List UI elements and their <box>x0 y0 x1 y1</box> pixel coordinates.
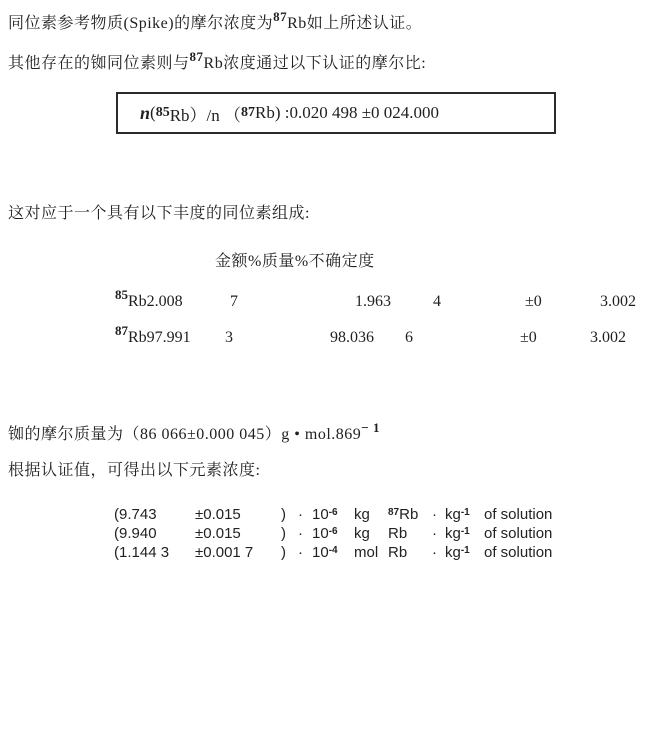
mass-percent: 1.963 <box>355 293 391 310</box>
concentration-row-87rb <box>114 506 553 525</box>
close-paren: ) <box>281 544 286 561</box>
per-unit-exponent: -1 <box>460 526 470 537</box>
of-solution-text: of solution <box>484 544 553 561</box>
uncertainty-pm: ±0 <box>525 293 542 310</box>
intro-line-1-text: 同位素参考物质(Spike)的摩尔浓度为 <box>8 15 274 32</box>
isotope-label <box>115 287 183 311</box>
superscript-87: 87 <box>115 323 128 338</box>
concentration-row-rb-molar <box>114 544 553 563</box>
species-symbol: Rb <box>388 525 408 542</box>
isotope-amount: Rb97.991 <box>128 329 191 346</box>
composition-intro: 这对应于一个具有以下丰度的同位素组成: <box>8 205 310 222</box>
mass-digit: 4 <box>433 293 441 310</box>
concentration-value: (9.940 <box>114 525 157 542</box>
superscript-minus-1: − 1 <box>361 420 380 435</box>
unit: kg <box>354 506 370 523</box>
concentration-uncertainty: ±0.015 <box>195 506 241 523</box>
formula-open-paren: ( <box>150 103 156 122</box>
multiply-dot: · <box>298 525 303 542</box>
uncertainty-value: 3.002 <box>590 329 626 346</box>
per-unit-exponent: -1 <box>460 507 470 518</box>
superscript-87: 87 <box>388 507 400 518</box>
of-solution-text: of solution <box>484 506 553 523</box>
molar-mass-line <box>8 421 380 444</box>
unit: kg <box>354 525 370 542</box>
concentration-value: (1.144 3 <box>114 544 170 561</box>
species <box>388 525 407 542</box>
superscript-85: 85 <box>115 287 128 302</box>
multiply-dot: · <box>298 544 303 561</box>
per-kg-unit <box>445 525 470 542</box>
intro-line-1 <box>8 10 422 33</box>
superscript-87: 87 <box>273 9 288 24</box>
mass-digit: 6 <box>405 329 413 346</box>
per-unit-base: kg <box>445 544 461 561</box>
power-of-ten <box>312 506 338 523</box>
intro-line-2-text: 其他存在的铷同位素则与 <box>8 55 190 72</box>
derived-intro-line: 根据认证值，可得出以下元素浓度: <box>8 462 261 479</box>
composition-row-87rb <box>114 323 650 353</box>
molar-mass-text: 铷的摩尔质量为（86 066±0.000 045）g • mol.869 <box>8 426 362 443</box>
intro-line-1-tail: Rb如上所述认证。 <box>287 15 423 32</box>
power-exponent: -4 <box>328 545 338 556</box>
unit: mol <box>354 544 379 561</box>
per-unit-exponent: -1 <box>460 545 470 556</box>
isotope-label <box>115 323 191 347</box>
power-base: 10 <box>312 506 329 523</box>
molar-ratio-formula-box: n ( 85 Rb）/n （ 87 Rb) :0.020 498 ±0 024.000 <box>116 92 556 134</box>
composition-row-85rb <box>114 287 650 317</box>
multiply-dot: · <box>298 506 303 523</box>
formula-middle: Rb）/n （ <box>169 105 241 125</box>
uncertainty-pm: ±0 <box>520 329 537 346</box>
amount-digit: 7 <box>230 293 238 310</box>
per-kg-unit <box>445 544 470 561</box>
power-exponent: -6 <box>328 507 338 518</box>
per-kg-unit <box>445 506 470 523</box>
multiply-dot: · <box>432 544 437 561</box>
intro-line-2 <box>8 50 426 73</box>
mass-percent: 98.036 <box>330 329 374 346</box>
of-solution-text: of solution <box>484 525 553 542</box>
intro-line-2-tail: Rb浓度通过以下认证的摩尔比: <box>203 55 427 72</box>
power-exponent: -6 <box>328 526 338 537</box>
isotope-amount: Rb2.008 <box>128 293 183 310</box>
multiply-dot: · <box>432 525 437 542</box>
per-unit-base: kg <box>445 525 461 542</box>
species-symbol: Rb <box>388 544 408 561</box>
multiply-dot: · <box>432 506 437 523</box>
power-base: 10 <box>312 544 329 561</box>
close-paren: ) <box>281 525 286 542</box>
species <box>388 506 418 523</box>
species <box>388 544 407 561</box>
formula-n-variable: n <box>140 102 151 123</box>
superscript-87: 87 <box>189 49 204 64</box>
per-unit-base: kg <box>445 506 461 523</box>
power-base: 10 <box>312 525 329 542</box>
power-of-ten <box>312 525 338 542</box>
formula-value: Rb) :0.020 498 ±0 024.000 <box>255 103 440 122</box>
close-paren: ) <box>281 506 286 523</box>
concentration-value: (9.743 <box>114 506 157 523</box>
concentration-row-rb-mass <box>114 525 553 544</box>
concentration-uncertainty: ±0.001 7 <box>195 544 254 561</box>
concentration-block <box>114 506 553 563</box>
amount-digit: 3 <box>225 329 233 346</box>
power-of-ten <box>312 544 338 561</box>
uncertainty-value: 3.002 <box>600 293 636 310</box>
concentration-uncertainty: ±0.015 <box>195 525 241 542</box>
species-symbol: Rb <box>399 506 419 523</box>
composition-table-header: 金额%质量%不确定度 <box>215 253 375 270</box>
